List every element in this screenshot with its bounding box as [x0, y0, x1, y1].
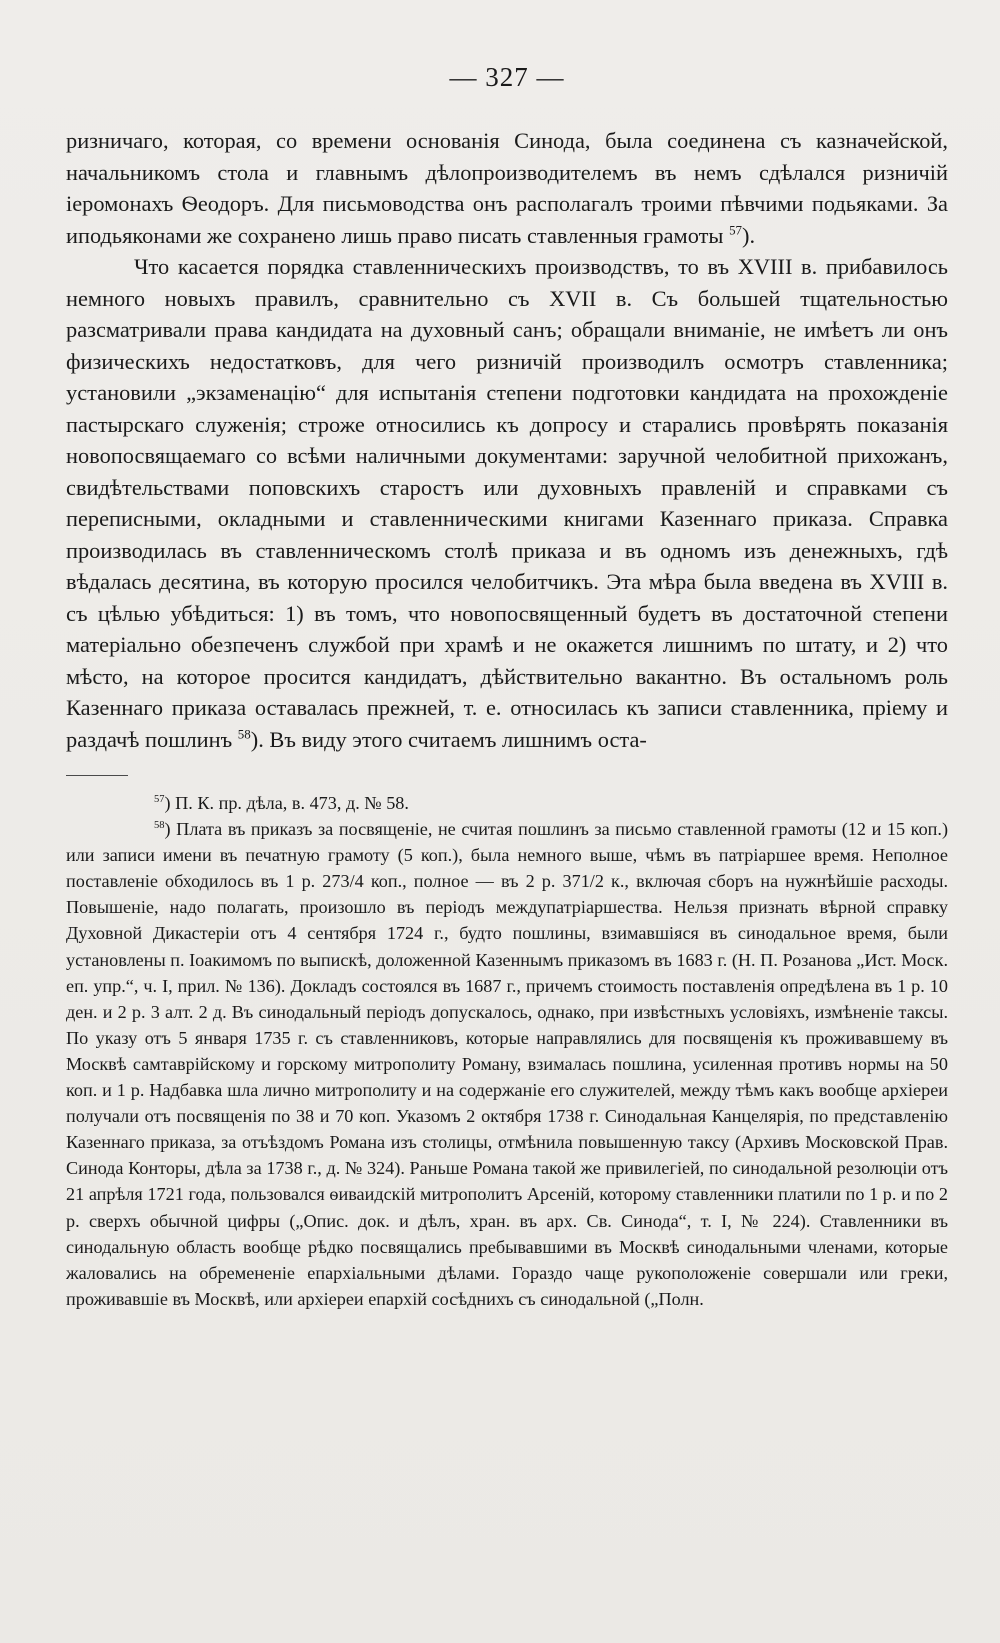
paragraph-1-end: ).	[742, 222, 756, 248]
footnote-58	[66, 816, 948, 1312]
footnote-57	[66, 790, 948, 816]
paragraph-1	[66, 125, 948, 251]
page-number: — 327 —	[449, 62, 565, 92]
footnote-58-text-c: к., включая сборъ на нужнѣйшіе расходы. Повышеніе, надо полагать, произошло въ періодъ междупатріаршества. Нельзя признать вѣрной справку Духовной Дикастеріи отъ 4 сентября 1724 г., будто пошлины, взимавшіяся въ синодальное время, были установлены п. Іоакимомъ по выпискѣ, доложенной Казеннымъ приказомъ въ 1683 г. (Н. П. Розанова „Ист. Моск. еп. упр.“, ч. I, прил. № 136). Докладъ состоялся въ 1687 г., причемъ стоимость поставленія опредѣлена въ 1 р. 10 ден. и 2 р. 3 алт. 2 д. Въ синодальный періодъ допускалось, однако, при извѣстныхъ условіяхъ, измѣненіе таксы. По указу отъ 5 января 1735 г. съ ставленниковъ, которые направлялись для посвященія къ проживавшему въ Москвѣ самтаврійскому и горскому митрополиту Роману, взималась пошлина, усиленная противъ нормы на 50 коп. и 1 р. Надбавка шла лично митрополиту и на содержаніе его служителей, между тѣмъ какъ вообще архіереи получали отъ посвященія по 38 и 70 коп. Указомъ 2 октября 1738 г. Синодальная Канцелярія, по представленію Казеннаго приказа, за отъѣздомъ Романа изъ столицы, отмѣнила повышенную таксу (Архивъ Московской Прав. Синода Конторы, дѣла за 1738 г., д. № 324). Раньше Романа такой же привилегіей, по синодальной резолюціи отъ 21 апрѣля 1721 года, пользовался ѳиваидскій митрополитъ Арсеній, которому ставленники платили по 1 р. и по 2 р. сверхъ обычной цифры („Опис. док. и дѣлъ, хран. въ арх. Св. Синода“, т. I, № 224). Ставленники въ синодальную область вообще рѣдко посвящались пребывавшими въ Москвѣ синодальными членами, которые жаловались на обремененіе епархіальными дѣлами. Гораздо чаще рукоположеніе совершали или греки, проживавшіе въ Москвѣ, или архіереи епархій сосѣднихъ съ синодальной („Полн.	[66, 871, 949, 1309]
footnote-57-text: ) П. К. пр. дѣла, в. 473, д. № 58.	[164, 793, 409, 813]
fraction-three-quarters: 3/4	[340, 871, 364, 892]
paragraph-1-text: ризничаго, которая, со времени основанія Синода, была соединена съ казначейской, начальникомъ стола и главнымъ дѣлопроизводителемъ въ немъ сдѣлался ризничій іеромонахъ Ѳеодоръ. Для письмоводства онъ располагалъ троими пѣвчими подьяками. За иподьяконами же сохранено лишь право писать ставленныя грамоты	[66, 128, 948, 248]
fraction-one-half: 1/2	[580, 871, 604, 892]
paragraph-2	[66, 251, 948, 755]
main-text	[66, 125, 948, 755]
paragraph-2-text: Что касается порядка ставленническихъ производствъ, то въ XVIII в. прибавилось немного новыхъ правилъ, сравнительно съ XVII в. Съ большей тщательностью разсматривали права кандидата на духовный санъ; обращали вниманіе, не имѣетъ ли онъ физическихъ недостатковъ, для чего ризничій производилъ осмотръ ставленника; установили „экзаменацію“ для испытанія степени подготовки кандидата на прохожденіе пастырскаго служенія; строже относились къ допросу и старались провѣрять показанія новопосвящаемаго со всѣми наличными документами: заручной челобитной прихожанъ, свидѣтельствами поповскихъ старостъ или духовныхъ правленій и справками съ переписными, окладными и ставленническими книгами Казеннаго приказа. Справка производилась въ ставленническомъ столѣ приказа и въ одномъ изъ денежныхъ, гдѣ вѣдалась десятина, въ которую просился челобитчикъ. Эта мѣра была введена въ XVIII в. съ цѣлью убѣдиться: 1) въ томъ, что новопосвященный будетъ въ достаточной степени матеріально обезпеченъ службой при храмѣ и не окажется лишнимъ по штату, и 2) что мѣсто, на которое просится кандидатъ, дѣйствительно вакантно. Въ остальномъ роль Казеннаго приказа оставалась прежней, т. е. относилась къ записи ставленника, пріему и раздачѣ пошлинъ	[66, 254, 948, 752]
footnote-58-text-b: коп., полное — въ 2 р. 37	[363, 871, 581, 892]
paragraph-2-end: ). Въ виду этого считаемъ лишнимъ оста-	[250, 726, 647, 752]
footnote-ref-58: 58	[237, 726, 251, 742]
footnote-57-number: 57	[154, 793, 165, 805]
footnotes	[66, 790, 948, 1312]
footnote-58-number: 58	[154, 820, 165, 832]
footnote-58-text-a: ) Плата въ приказъ за посвященіе, не считая пошлинъ за письмо ставленной грамоты (12 и 15 коп.) или записи имени въ печатную грамоту (5 коп.), была немного выше, чѣмъ въ патріаршее время. Неполное поставленіе обходилось въ 1 р. 27	[66, 819, 948, 892]
footnote-divider	[66, 775, 128, 776]
footnote-ref-57: 57	[729, 222, 743, 238]
